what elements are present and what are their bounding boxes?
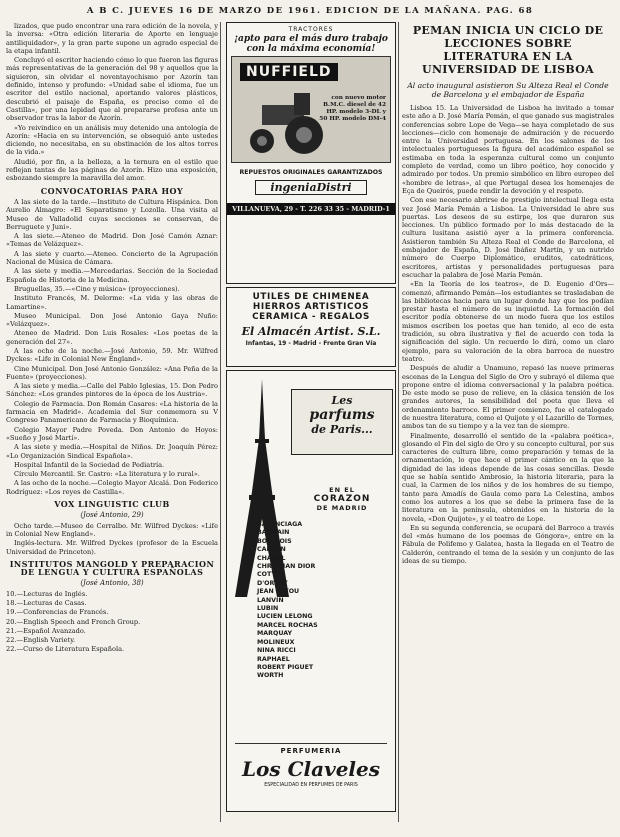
convocatoria-item: A las siete de la tarde.—Instituto de Cultura Hispánica. Don Aurelio Almagro: «El Separatismo y Lozolla. Una visita al Museo de Valladolid cuyas secciones se conservan, de Berruguete y Juni». (6, 197, 218, 231)
perfumes-title-1: Les (331, 394, 353, 407)
tractor-illustration (231, 56, 391, 163)
convocatoria-item: A las ocho de la noche.—Colegio Mayor Alcalá. Don Federico Rodríguez: «Los reyes de Castilla». (6, 479, 218, 496)
vox-club-title: VOX LINGUISTIC CLUB (54, 499, 170, 510)
convocatoria-item: A las siete y media.—Mercedarias. Sección de la Sociedad Española de Historia de la Medicina. (6, 267, 218, 284)
perfume-brand: BALENCIAGA (257, 521, 303, 528)
convocatoria-item: Museo Municipal. Don José Antonio Gaya Nuño: «Velázquez». (6, 311, 218, 329)
chimenea-address: Infantas, 19 - Madrid - Frente Gran Vía (245, 340, 377, 347)
perfume-brand: RAPHAEL (257, 655, 290, 663)
perfumeria-label: PERFUMERIA (280, 747, 342, 755)
de-madrid-label: DE MADRID (316, 504, 368, 512)
chimenea-line-2: HIERROS ARTISTICOS (252, 302, 370, 312)
perfume-brand: ROBERT PIGUET (257, 663, 314, 671)
perfume-brand: CARVEN (257, 546, 286, 554)
convocatoria-item: Cine Municipal. Don José Antonio González: «Ana Peña de la Fuente» (proyecciones). (6, 364, 218, 381)
convocatoria-item: Colegio de Farmacia. Don Román Casares: «La historia de la farmacia en Madrid». Academia del Sur conmemora su V Congreso Panamericano de Farmacia y Bioquímica. (6, 399, 218, 425)
intro-article (6, 22, 218, 183)
article-paragraph: «En la Teoría de los teatros», de D. Eugenio d'Ors—comenzó, afirmando Pemán—los estudiantes se trasladaban de las bibliotecas hacia para un lugar donde hay que los podían prestar hasta el número de su inquietud. La formación del escritor podía obtenerse de un modo fuera que los estilos mismos escriben los poetas que han tenido, al eco de esta tradición, su obra ilustrativa y fiel de acuerdo con toda la significación del siglo. Un recuerdo lo dirá, como un claro ejemplo, para su valoración de la obra barroca de nuestro teatro. (402, 280, 614, 363)
article-paragraph: Con ese necesario abrirse de prestigio intelectual llega esta vez José María Pemán a Lisboa. La Universidad le abre sus puertas. Los deseos de su estirpe, los que duraron sus lecciones. Un público formado por lo más destacado de la cultura lusitana asistió ayer a la primera conferencia. Asistieron también Su Alteza Real el Conde de Barcelona, el embajador de España, D. José Ibáñez Martín, y un nutrido número de Cuerpo Diplomático, eruditos, catedráticos, escritores, artistas y personalidades portuguesas para escuchar la palabra de José María Pemán. (402, 196, 614, 279)
perfume-brand: MARCEL ROCHAS (257, 621, 318, 629)
claveles-bottom: ESPECIALIDAD EN PERFUMES DE PARIS (264, 783, 358, 788)
nuffield-engine-note: con nuevo motor B.M.C. diesel de 42 HP. modelo 3-DL y 50 HP. modelo DM-4 (319, 95, 386, 122)
intro-paragraph: Aludió, por fin, a la belleza, a la ternura en el estilo que reflejan tantas de las páginas de Azorín. Hizo una exposición, esbozando siempre la maravilla del amor. (6, 157, 218, 183)
vox-item: Inglés-lectura. Mr. Wilfred Dyckes (profesor de la Escuela Universidad de Princeton). (6, 539, 218, 556)
chimenea-line-3: CERAMICA - REGALOS (252, 312, 370, 322)
convocatorias-title: CONVOCATORIAS PARA HOY (40, 185, 184, 196)
nuffield-address: VILLANUEVA, 29 - T. 226 33 35 - MADRID-1 (227, 203, 395, 215)
nuffield-top: TRACTORES (288, 26, 334, 33)
perfume-brand: NINA RICCI (257, 647, 296, 655)
nuffield-spares: REPUESTOS ORIGINALES GARANTIZADOS (239, 169, 383, 176)
institutos-list (6, 590, 218, 654)
perfume-brand: BALMAIN (257, 529, 290, 537)
perfume-brand: JEAN PATOU (257, 588, 300, 596)
perfume-brand: LANVIN (257, 596, 284, 604)
institutos-title: INSTITUTOS MANGOLD Y PREPARACION DE LENGUA Y CULTURA ESPAÑOLAS (9, 558, 215, 578)
convocatoria-item: Colegio Mayor Padre Poveda. Don Antonio de Hoyos: «Sueño y José Martí». (6, 425, 218, 442)
left-column (6, 22, 218, 822)
ads-column (226, 22, 396, 822)
article-paragraph: Lisboa 15. La Universidad de Lisboa ha invitado a tomar este año a D. José María Pemán, el que ganado sus magistrales conferencias sobre Lope de Vega—se haya completado de sus lecciones—ciclo con homenaje de admiración y de recuerdo entre la Universidad portuguesa. En los salones de los intelectuales portugueses la figura del académico español se estimaba en toda la esperanza cultural como un conjunto completo de verdad, como un libro poético, hoy conocido y admirado por todos. Un premio simbólico en libro europeo del «hombre de letras», al que Portugal desea los homenajes de Eça de Queirós, puede rendir la devoción y el respeto. (402, 104, 614, 195)
instituto-item: 20.—English Speech and French Group. (6, 617, 141, 626)
perfume-brand: CHRISTIAN DIOR (257, 563, 316, 571)
nuffield-tagline-2: con la máxima economía! (246, 44, 376, 54)
right-column (402, 22, 614, 822)
claveles-script: Los Claveles (241, 757, 381, 781)
perfume-brand: MARQUAY (257, 630, 293, 638)
intro-paragraph: «Yo reivindico en un análisis muy detenido una antología de Azorín: «Hacia en su intervención, se obsequió ante ustedes diciendo, no necesitaba, en su obstinación de los altos torres de la vida.» (6, 123, 218, 157)
perfume-brand: MOLINEUX (257, 638, 295, 646)
convocatoria-item: Círculo Mercantil. Sr. Castro: «La literatura y lo rural». (14, 470, 200, 479)
convocatorias-list (6, 198, 218, 496)
institutos-address: (José Antonio, 38) (80, 579, 144, 588)
instituto-item: 18.—Lecturas de Casas. (6, 599, 87, 607)
perfume-brand: WORTH (257, 672, 284, 680)
instituto-item: 22.—English Variety. (6, 636, 76, 645)
instituto-item: 21.—Español Avanzado. (6, 626, 86, 635)
intro-paragraph: lizados, que pudo encontrar una rara edición de la novela, y la inversa: «Otra edición literaria de Aporte en lenguaje antiliquidador», y la gran parte supone un agrado especial de la etapa infantil. (6, 22, 218, 55)
convocatoria-item: Instituto Francés, M. Delorme: «La vida y las obras de Lamartine». (6, 294, 218, 311)
instituto-item: 22.—Curso de Literatura Española. (6, 645, 125, 654)
claveles-block (235, 743, 387, 804)
vox-club-list (6, 522, 218, 556)
perfume-brand: BOURJOIS (257, 537, 292, 545)
perfume-brand: D'ORSAY (257, 579, 288, 587)
instituto-item: 10.—Lecturas de Inglés. (6, 589, 88, 598)
perfume-brand-list (257, 521, 377, 681)
vox-club-address: (José Antonio, 29) (80, 511, 144, 520)
convocatoria-item: Hospital Infantil de la Sociedad de Pediatría. (14, 460, 165, 469)
perfume-brand: LUCIEN LELONG (257, 613, 313, 621)
article-paragraph: En su segunda conferencia, se ocupará del Barroco a través del «más humano de los poemas de Góngora», entre en la Fábula de Polifemo y Galatea, hasta la llegada en el Teatro de Calderón, centrando el tema de la sesión y un conjunto de las ideas de su tiempo. (402, 523, 614, 566)
perfumes-title-3: de Paris... (311, 423, 373, 436)
page-header: A B C. JUEVES 16 DE MARZO DE 1961. EDICION DE LA MAÑANA. PAG. 68 (86, 6, 534, 16)
convocatoria-item: A las ocho de la noche.—José Antonio, 59. Mr. Wilfred Dyckes: «Life in Colonial New England». (6, 346, 218, 364)
perfumes-title-2: parfums (309, 407, 375, 423)
article-lead: Al acto inaugural asistieron Su Alteza Real el Conde de Barcelona y el embajador de España (407, 81, 609, 99)
article-body (402, 104, 614, 565)
convocatoria-item: A las siete y cuarto.—Ateneo. Concierto de la Agrupación Nacional de Música de Cámara. (6, 249, 218, 267)
article-paragraph: Finalmente, desarrolló el sentido de la «palabra poética», glosando el Fin del siglo de Oro y su concepto cultural, por sus caracteres de cultura libre, como preparación y temas de la ornamentación, lo que hace el primer cántico en la que la dignidad de las ideas depende de las cosas sencillas. Desde que se había sentido Ambrosio, la historia literaria, para la cual, la Carmen de los niños y de los hombres de su tiempo, tanto para Amadís de Gaula como para La Celestina, ambos como los autores a los que se debe la primera fase de la literatura en la península, obtenidos en la historia de la novela, «Don Quijote», y el teatro de Lope. (402, 431, 614, 523)
chimenea-script-name: El Almacén Artist. S.L. (241, 325, 381, 338)
convocatoria-item: A las siete.—Ateneo de Madrid. Don José Camón Aznar: «Temas de Velázquez». (6, 232, 218, 249)
perfume-brand: LUBIN (257, 605, 279, 613)
corazon-label: CORAZON (313, 494, 371, 504)
nuffield-tagline-1: ¡apto para el más duro trabajo (234, 34, 388, 44)
vox-item: Ocho tarde.—Museo de Cerralbo. Mr. Wilfred Dyckes: «Life in Colonial New England». (6, 521, 218, 538)
perfumes-ad (226, 370, 396, 812)
column-rule-right (398, 22, 399, 822)
perfume-brand: CHANEL (257, 554, 286, 562)
chimenea-line-1: UTILES DE CHIMENEA (252, 292, 370, 302)
instituto-item: 19.—Conferencias de Francés. (6, 608, 109, 617)
chimenea-ad (226, 287, 396, 367)
nuffield-logo: NUFFIELD (240, 63, 338, 81)
convocatoria-item: A las siete y media.—Hospital de Niños. Dr. Joaquín Pérez: «Lo Organización Sindical Española». (6, 443, 218, 460)
perfumes-title-box (291, 389, 393, 455)
convocatoria-item: Bruguellas, 35.—«Cine y música» (proyecciones). (14, 284, 180, 293)
convocatoria-item: A las siete y media.—Calle del Pablo Iglesias, 15. Don Pedro Sánchez: «Los grandes pintores de la época de los Austria». (6, 382, 218, 399)
article-headline: PEMAN INICIA UN CICLO DE LECCIONES SOBRE LITERATURA EN LA UNIVERSIDAD DE LISBOA (412, 24, 604, 76)
perfume-brand: COTY (257, 571, 276, 579)
nuffield-ad (226, 22, 396, 284)
dealer-logo: ingeniaDistri (255, 180, 367, 195)
convocatoria-item: Ateneo de Madrid. Don Luis Rosales: «Los poetas de la generación del 27». (6, 329, 218, 346)
article-paragraph: Después de aludir a Unamuno, repasó las nueve primeras escenas de la Lengua del Siglo de Oro y subrayó el dilema que propone entre el idioma conversacional y la palabra poética. De este modo se puso de relieve, en la clásica tensión de los grandes autores, la sensibilidad del poeta que lleva el ordenamiento barroco. El primer comienzo, fue el catalogado de nuestra literatura, como el Quijote y el Lazarillo de Tormes, ambos tan de su tiempo y a la vez tan de siempre. (402, 364, 614, 431)
en-el-label: EN EL (329, 486, 355, 494)
intro-paragraph: Concluyó el escritor haciendo cómo lo que fueron las figuras más representativas de la generación del 98 y aquellos que la siguieron, sin olvidar el noventayochismo por Azorín tan definido, intenso y profundo: «Unidad sabe el idioma, fue un escritor del estilo nacional, aportando valores plásticos, descubrió el paisaje de España, es preciso como el de Castilla», por una lepidad que al prepararse profesa ante un observador tras la labor de Azorín. (6, 56, 218, 123)
column-rule-left (220, 22, 221, 822)
corazon-block (297, 486, 387, 512)
